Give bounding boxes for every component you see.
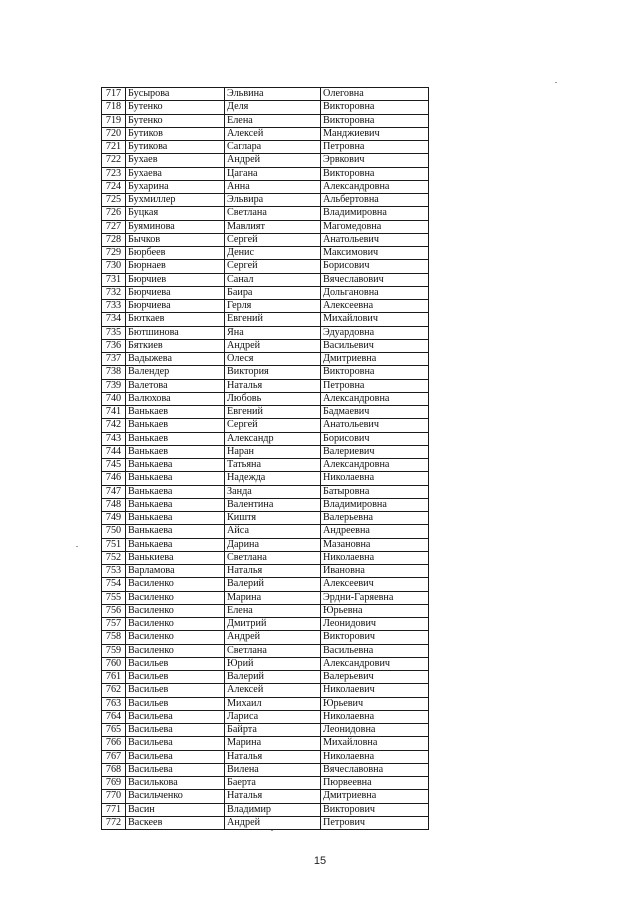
row-number-cell: 725 (102, 194, 126, 207)
row-number-cell: 755 (102, 591, 126, 604)
patronymic-cell: Викторович (321, 803, 429, 816)
table-row (102, 816, 429, 829)
row-number-cell: 750 (102, 525, 126, 538)
table-row (102, 326, 429, 339)
first-name-cell: Надежда (225, 472, 321, 485)
last-name-cell: Буцкая (126, 207, 225, 220)
last-name-cell: Васильева (126, 750, 225, 763)
table-row (102, 154, 429, 167)
last-name-cell: Васильева (126, 724, 225, 737)
first-name-cell: Занда (225, 485, 321, 498)
last-name-cell: Бутиков (126, 127, 225, 140)
patronymic-cell: Викторовна (321, 167, 429, 180)
table-row (102, 591, 429, 604)
table-row (102, 565, 429, 578)
row-number-cell: 718 (102, 101, 126, 114)
last-name-cell: Бюрчиева (126, 286, 225, 299)
first-name-cell: Михаил (225, 697, 321, 710)
last-name-cell: Васильев (126, 697, 225, 710)
row-number-cell: 735 (102, 326, 126, 339)
last-name-cell: Вадыжева (126, 353, 225, 366)
patronymic-cell: Викторовна (321, 114, 429, 127)
patronymic-cell: Эрдни-Гаряевна (321, 591, 429, 604)
patronymic-cell: Вячеславович (321, 273, 429, 286)
table-row (102, 445, 429, 458)
row-number-cell: 770 (102, 790, 126, 803)
names-table-body (102, 88, 429, 830)
table-row (102, 710, 429, 723)
patronymic-cell: Вячеславовна (321, 763, 429, 776)
last-name-cell: Васильева (126, 737, 225, 750)
first-name-cell: Андрей (225, 631, 321, 644)
row-number-cell: 723 (102, 167, 126, 180)
first-name-cell: Санал (225, 273, 321, 286)
row-number-cell: 733 (102, 300, 126, 313)
last-name-cell: Василенко (126, 604, 225, 617)
table-row (102, 366, 429, 379)
row-number-cell: 751 (102, 538, 126, 551)
table-row (102, 233, 429, 246)
table-row (102, 273, 429, 286)
first-name-cell: Марина (225, 591, 321, 604)
row-number-cell: 756 (102, 604, 126, 617)
last-name-cell: Варламова (126, 565, 225, 578)
patronymic-cell: Андреевна (321, 525, 429, 538)
last-name-cell: Василенко (126, 631, 225, 644)
row-number-cell: 769 (102, 777, 126, 790)
last-name-cell: Бухмиллер (126, 194, 225, 207)
table-row (102, 101, 429, 114)
last-name-cell: Бяткиев (126, 339, 225, 352)
row-number-cell: 760 (102, 657, 126, 670)
patronymic-cell: Валерьевич (321, 671, 429, 684)
row-number-cell: 761 (102, 671, 126, 684)
row-number-cell: 771 (102, 803, 126, 816)
first-name-cell: Марина (225, 737, 321, 750)
first-name-cell: Цагана (225, 167, 321, 180)
patronymic-cell: Борисович (321, 260, 429, 273)
last-name-cell: Васильченко (126, 790, 225, 803)
table-row (102, 750, 429, 763)
last-name-cell: Васильева (126, 763, 225, 776)
table-row (102, 604, 429, 617)
last-name-cell: Васкеев (126, 816, 225, 829)
row-number-cell: 748 (102, 498, 126, 511)
last-name-cell: Василенко (126, 644, 225, 657)
first-name-cell: Вилена (225, 763, 321, 776)
table-row (102, 300, 429, 313)
last-name-cell: Бусырова (126, 88, 225, 101)
patronymic-cell: Викторовна (321, 101, 429, 114)
row-number-cell: 722 (102, 154, 126, 167)
patronymic-cell: Александрович (321, 657, 429, 670)
table-row (102, 167, 429, 180)
table-row (102, 525, 429, 538)
patronymic-cell: Олеговна (321, 88, 429, 101)
row-number-cell: 759 (102, 644, 126, 657)
last-name-cell: Бутикова (126, 141, 225, 154)
row-number-cell: 758 (102, 631, 126, 644)
last-name-cell: Ванькаева (126, 525, 225, 538)
table-row (102, 618, 429, 631)
row-number-cell: 727 (102, 220, 126, 233)
patronymic-cell: Дмитриевна (321, 353, 429, 366)
patronymic-cell: Михайловна (321, 737, 429, 750)
scan-speck (76, 546, 78, 547)
scan-speck (555, 82, 557, 83)
table-row (102, 631, 429, 644)
row-number-cell: 754 (102, 578, 126, 591)
row-number-cell: 720 (102, 127, 126, 140)
last-name-cell: Ванькаева (126, 485, 225, 498)
table-row (102, 538, 429, 551)
row-number-cell: 757 (102, 618, 126, 631)
table-row (102, 392, 429, 405)
table-row (102, 260, 429, 273)
row-number-cell: 738 (102, 366, 126, 379)
table-row (102, 313, 429, 326)
patronymic-cell: Юрьевич (321, 697, 429, 710)
table-row (102, 763, 429, 776)
first-name-cell: Баерта (225, 777, 321, 790)
first-name-cell: Валерий (225, 671, 321, 684)
last-name-cell: Васильев (126, 657, 225, 670)
row-number-cell: 739 (102, 379, 126, 392)
table-row (102, 286, 429, 299)
patronymic-cell: Валериевич (321, 445, 429, 458)
first-name-cell: Наталья (225, 750, 321, 763)
first-name-cell: Дмитрий (225, 618, 321, 631)
first-name-cell: Алексей (225, 684, 321, 697)
row-number-cell: 742 (102, 419, 126, 432)
table-row (102, 207, 429, 220)
first-name-cell: Евгений (225, 313, 321, 326)
patronymic-cell: Петровна (321, 379, 429, 392)
patronymic-cell: Владимировна (321, 207, 429, 220)
patronymic-cell: Юрьевна (321, 604, 429, 617)
patronymic-cell: Ивановна (321, 565, 429, 578)
first-name-cell: Андрей (225, 816, 321, 829)
table-row (102, 498, 429, 511)
patronymic-cell: Альбертовна (321, 194, 429, 207)
table-row (102, 671, 429, 684)
first-name-cell: Киштя (225, 512, 321, 525)
first-name-cell: Любовь (225, 392, 321, 405)
row-number-cell: 747 (102, 485, 126, 498)
scan-speck (271, 830, 273, 831)
row-number-cell: 745 (102, 459, 126, 472)
row-number-cell: 753 (102, 565, 126, 578)
last-name-cell: Василькова (126, 777, 225, 790)
patronymic-cell: Максимович (321, 247, 429, 260)
row-number-cell: 740 (102, 392, 126, 405)
row-number-cell: 741 (102, 406, 126, 419)
row-number-cell: 767 (102, 750, 126, 763)
first-name-cell: Светлана (225, 551, 321, 564)
last-name-cell: Васильев (126, 671, 225, 684)
patronymic-cell: Николаевна (321, 750, 429, 763)
last-name-cell: Бутенко (126, 101, 225, 114)
first-name-cell: Айса (225, 525, 321, 538)
row-number-cell: 772 (102, 816, 126, 829)
first-name-cell: Андрей (225, 154, 321, 167)
row-number-cell: 752 (102, 551, 126, 564)
patronymic-cell: Леонидовна (321, 724, 429, 737)
patronymic-cell: Эрвкович (321, 154, 429, 167)
table-row (102, 803, 429, 816)
table-row (102, 697, 429, 710)
row-number-cell: 721 (102, 141, 126, 154)
patronymic-cell: Эдуардовна (321, 326, 429, 339)
row-number-cell: 719 (102, 114, 126, 127)
first-name-cell: Наталья (225, 790, 321, 803)
first-name-cell: Евгений (225, 406, 321, 419)
patronymic-cell: Манджиевич (321, 127, 429, 140)
patronymic-cell: Батыровна (321, 485, 429, 498)
first-name-cell: Алексей (225, 127, 321, 140)
first-name-cell: Олеся (225, 353, 321, 366)
last-name-cell: Василенко (126, 578, 225, 591)
patronymic-cell: Викторовна (321, 366, 429, 379)
table-row (102, 684, 429, 697)
last-name-cell: Василенко (126, 591, 225, 604)
row-number-cell: 765 (102, 724, 126, 737)
row-number-cell: 731 (102, 273, 126, 286)
last-name-cell: Бутенко (126, 114, 225, 127)
page-number: 15 (313, 855, 327, 867)
last-name-cell: Бюрчиев (126, 273, 225, 286)
first-name-cell: Александр (225, 432, 321, 445)
last-name-cell: Василенко (126, 618, 225, 631)
table-row (102, 459, 429, 472)
patronymic-cell: Петровна (321, 141, 429, 154)
patronymic-cell: Николаевна (321, 710, 429, 723)
last-name-cell: Валетова (126, 379, 225, 392)
row-number-cell: 736 (102, 339, 126, 352)
last-name-cell: Бюрбеев (126, 247, 225, 260)
row-number-cell: 717 (102, 88, 126, 101)
table-row (102, 578, 429, 591)
patronymic-cell: Валерьевна (321, 512, 429, 525)
patronymic-cell: Магомедовна (321, 220, 429, 233)
row-number-cell: 768 (102, 763, 126, 776)
last-name-cell: Ванькаев (126, 445, 225, 458)
first-name-cell: Светлана (225, 644, 321, 657)
last-name-cell: Ванькиева (126, 551, 225, 564)
patronymic-cell: Васильевна (321, 644, 429, 657)
last-name-cell: Валюхова (126, 392, 225, 405)
row-number-cell: 746 (102, 472, 126, 485)
first-name-cell: Мавлият (225, 220, 321, 233)
table-row (102, 419, 429, 432)
first-name-cell: Байрта (225, 724, 321, 737)
table-row (102, 220, 429, 233)
table-row (102, 551, 429, 564)
last-name-cell: Валендер (126, 366, 225, 379)
last-name-cell: Бюрнаев (126, 260, 225, 273)
row-number-cell: 764 (102, 710, 126, 723)
first-name-cell: Саглара (225, 141, 321, 154)
patronymic-cell: Васильевич (321, 339, 429, 352)
table-row (102, 737, 429, 750)
first-name-cell: Дарина (225, 538, 321, 551)
row-number-cell: 737 (102, 353, 126, 366)
row-number-cell: 730 (102, 260, 126, 273)
row-number-cell: 749 (102, 512, 126, 525)
last-name-cell: Бухаев (126, 154, 225, 167)
table-row (102, 657, 429, 670)
row-number-cell: 728 (102, 233, 126, 246)
patronymic-cell: Александровна (321, 459, 429, 472)
table-row (102, 485, 429, 498)
last-name-cell: Бютшинова (126, 326, 225, 339)
patronymic-cell: Мазановна (321, 538, 429, 551)
patronymic-cell: Дольгановна (321, 286, 429, 299)
patronymic-cell: Анатольевич (321, 419, 429, 432)
patronymic-cell: Леонидович (321, 618, 429, 631)
table-row (102, 724, 429, 737)
first-name-cell: Яна (225, 326, 321, 339)
table-row (102, 432, 429, 445)
patronymic-cell: Алексеевич (321, 578, 429, 591)
first-name-cell: Сергей (225, 419, 321, 432)
first-name-cell: Андрей (225, 339, 321, 352)
last-name-cell: Бухарина (126, 180, 225, 193)
patronymic-cell: Викторович (321, 631, 429, 644)
row-number-cell: 763 (102, 697, 126, 710)
last-name-cell: Бухаева (126, 167, 225, 180)
row-number-cell: 743 (102, 432, 126, 445)
patronymic-cell: Николаевна (321, 551, 429, 564)
first-name-cell: Сергей (225, 233, 321, 246)
first-name-cell: Наталья (225, 379, 321, 392)
table-row (102, 114, 429, 127)
table-row (102, 127, 429, 140)
first-name-cell: Наталья (225, 565, 321, 578)
table-row (102, 512, 429, 525)
table-row (102, 406, 429, 419)
first-name-cell: Валентина (225, 498, 321, 511)
last-name-cell: Ванькаева (126, 459, 225, 472)
table-row (102, 141, 429, 154)
table-row (102, 88, 429, 101)
last-name-cell: Ванькаева (126, 498, 225, 511)
patronymic-cell: Александровна (321, 180, 429, 193)
row-number-cell: 734 (102, 313, 126, 326)
first-name-cell: Анна (225, 180, 321, 193)
table-row (102, 644, 429, 657)
row-number-cell: 729 (102, 247, 126, 260)
first-name-cell: Елена (225, 604, 321, 617)
first-name-cell: Эльвира (225, 194, 321, 207)
last-name-cell: Ванькаева (126, 472, 225, 485)
patronymic-cell: Петрович (321, 816, 429, 829)
first-name-cell: Баира (225, 286, 321, 299)
last-name-cell: Ванькаев (126, 432, 225, 445)
table-row (102, 247, 429, 260)
row-number-cell: 732 (102, 286, 126, 299)
last-name-cell: Васильев (126, 684, 225, 697)
table-row (102, 790, 429, 803)
row-number-cell: 762 (102, 684, 126, 697)
patronymic-cell: Анатольевич (321, 233, 429, 246)
table-row (102, 472, 429, 485)
patronymic-cell: Алексеевна (321, 300, 429, 313)
last-name-cell: Бюткаев (126, 313, 225, 326)
last-name-cell: Ванькаев (126, 406, 225, 419)
first-name-cell: Эльвина (225, 88, 321, 101)
patronymic-cell: Бадмаевич (321, 406, 429, 419)
last-name-cell: Бычков (126, 233, 225, 246)
row-number-cell: 766 (102, 737, 126, 750)
first-name-cell: Светлана (225, 207, 321, 220)
patronymic-cell: Николаевич (321, 684, 429, 697)
first-name-cell: Сергей (225, 260, 321, 273)
first-name-cell: Владимир (225, 803, 321, 816)
last-name-cell: Васин (126, 803, 225, 816)
patronymic-cell: Владимировна (321, 498, 429, 511)
last-name-cell: Васильева (126, 710, 225, 723)
last-name-cell: Ванькаева (126, 538, 225, 551)
patronymic-cell: Борисович (321, 432, 429, 445)
first-name-cell: Елена (225, 114, 321, 127)
first-name-cell: Валерий (225, 578, 321, 591)
first-name-cell: Виктория (225, 366, 321, 379)
first-name-cell: Юрий (225, 657, 321, 670)
patronymic-cell: Александровна (321, 392, 429, 405)
patronymic-cell: Дмитриевна (321, 790, 429, 803)
last-name-cell: Ванькаев (126, 419, 225, 432)
table-row (102, 339, 429, 352)
first-name-cell: Татьяна (225, 459, 321, 472)
row-number-cell: 726 (102, 207, 126, 220)
table-row (102, 777, 429, 790)
first-name-cell: Наран (225, 445, 321, 458)
patronymic-cell: Николаевна (321, 472, 429, 485)
table-row (102, 194, 429, 207)
row-number-cell: 744 (102, 445, 126, 458)
first-name-cell: Герля (225, 300, 321, 313)
last-name-cell: Буяминова (126, 220, 225, 233)
patronymic-cell: Пюрвеевна (321, 777, 429, 790)
first-name-cell: Деля (225, 101, 321, 114)
first-name-cell: Лариса (225, 710, 321, 723)
patronymic-cell: Михайлович (321, 313, 429, 326)
table-row (102, 180, 429, 193)
last-name-cell: Ванькаева (126, 512, 225, 525)
first-name-cell: Денис (225, 247, 321, 260)
row-number-cell: 724 (102, 180, 126, 193)
table-row (102, 353, 429, 366)
names-table (101, 87, 429, 830)
table-row (102, 379, 429, 392)
last-name-cell: Бюрчиева (126, 300, 225, 313)
